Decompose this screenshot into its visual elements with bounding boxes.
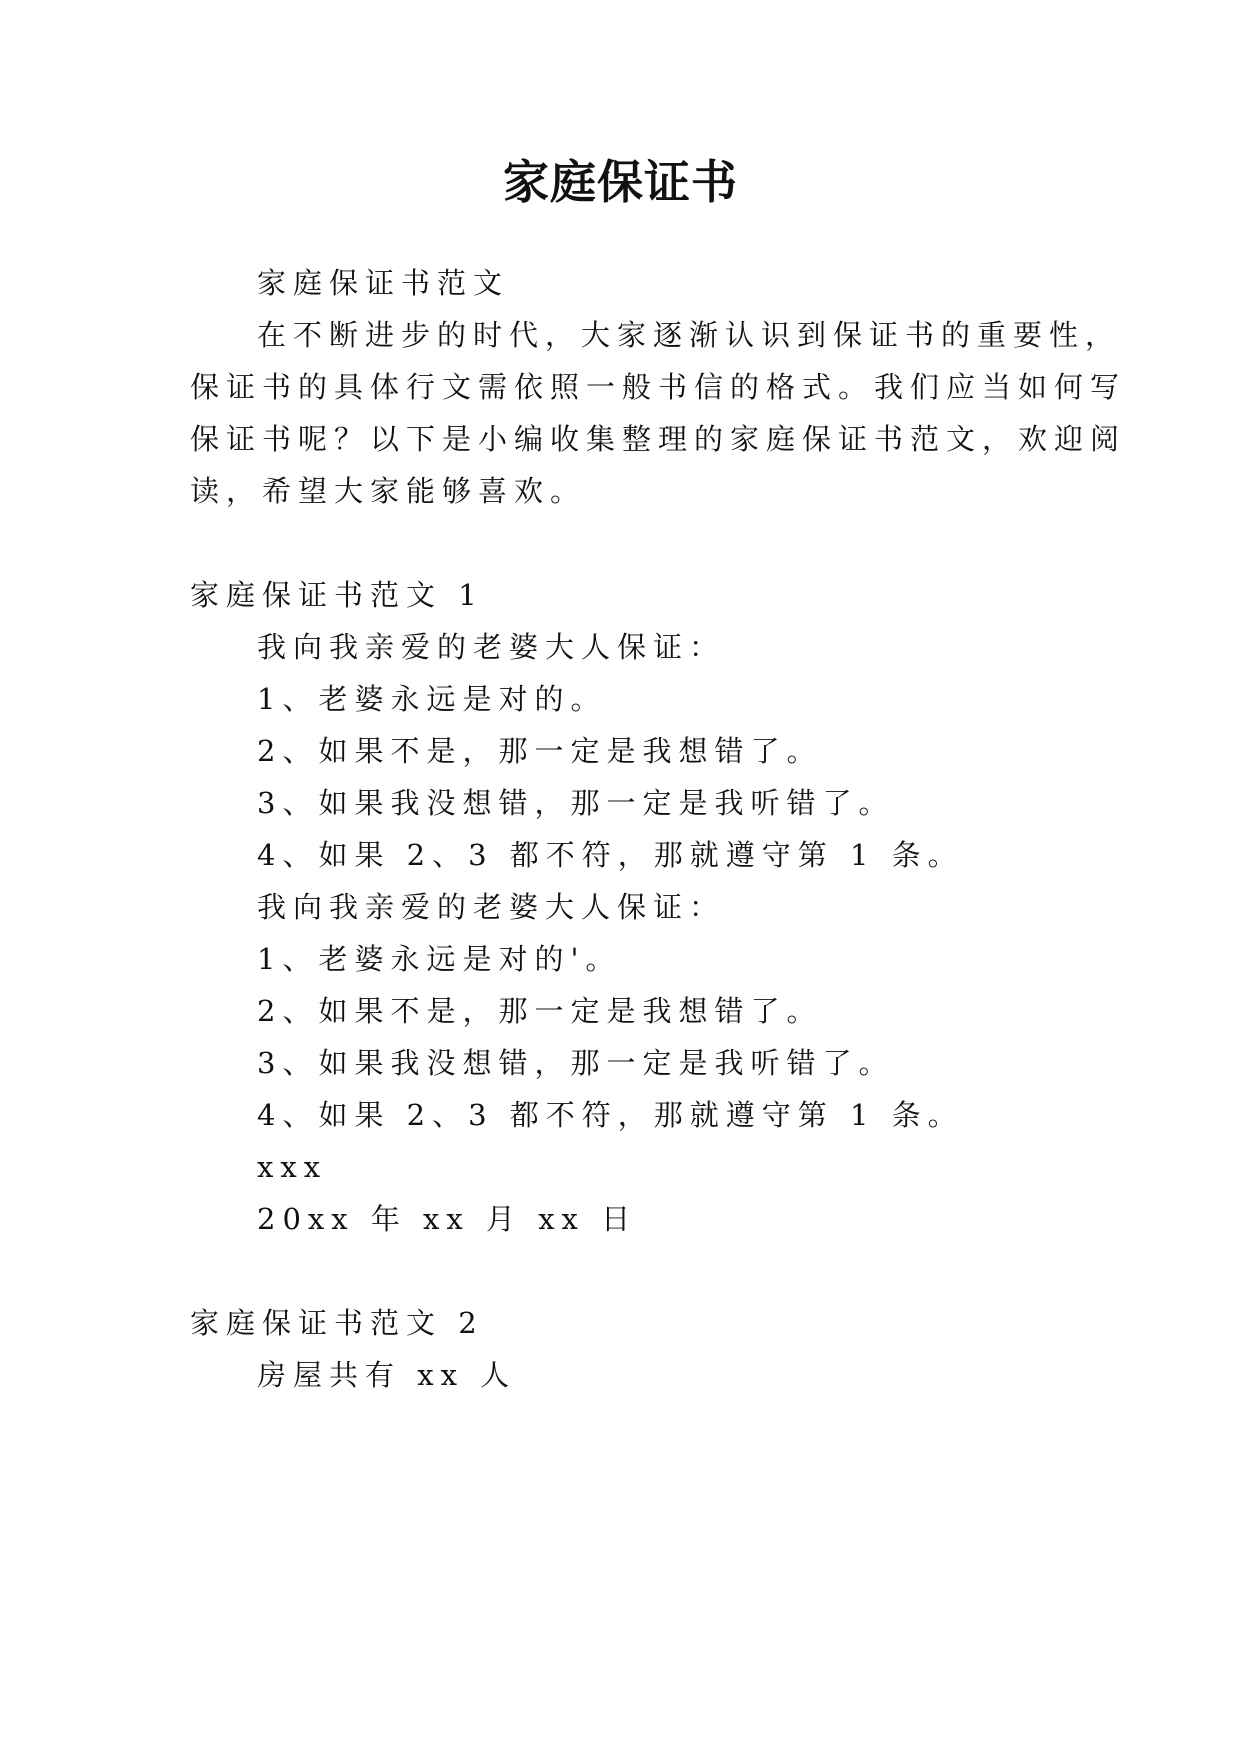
section2-line: 房屋共有 xx 人	[257, 1358, 517, 1392]
intro-paragraph-line: 保证书呢？以下是小编收集整理的家庭保证书范文，欢迎阅	[190, 422, 1127, 456]
section1-line: 我向我亲爱的老婆大人保证：	[257, 630, 726, 664]
section1-line: 3、如果我没想错，那一定是我听错了。	[257, 1046, 895, 1080]
intro-heading: 家庭保证书范文	[257, 266, 510, 300]
intro-paragraph-line: 保证书的具体行文需依照一般书信的格式。我们应当如何写	[190, 370, 1127, 404]
section1-line: 4、如果 2、3 都不符，那就遵守第 1 条。	[257, 838, 964, 872]
section1-line: 1、老婆永远是对的'。	[257, 942, 622, 976]
section1-line: 3、如果我没想错，那一定是我听错了。	[257, 786, 895, 820]
section1-line: 4、如果 2、3 都不符，那就遵守第 1 条。	[257, 1098, 964, 1132]
section1-line: 2、如果不是，那一定是我想错了。	[257, 994, 823, 1028]
section1-line: 2、如果不是，那一定是我想错了。	[257, 734, 823, 768]
section1-heading: 家庭保证书范文 1	[190, 578, 484, 612]
intro-paragraph-line: 在不断进步的时代，大家逐渐认识到保证书的重要性，	[257, 318, 1122, 352]
section1-line: 1、老婆永远是对的。	[257, 682, 607, 716]
section1-signature: xxx	[257, 1150, 328, 1184]
section1-line: 我向我亲爱的老婆大人保证：	[257, 890, 726, 924]
section1-date: 20xx 年 xx 月 xx 日	[257, 1202, 638, 1236]
section2-heading: 家庭保证书范文 2	[190, 1306, 484, 1340]
document-title: 家庭保证书	[503, 155, 738, 209]
intro-paragraph-line: 读，希望大家能够喜欢。	[190, 474, 587, 508]
